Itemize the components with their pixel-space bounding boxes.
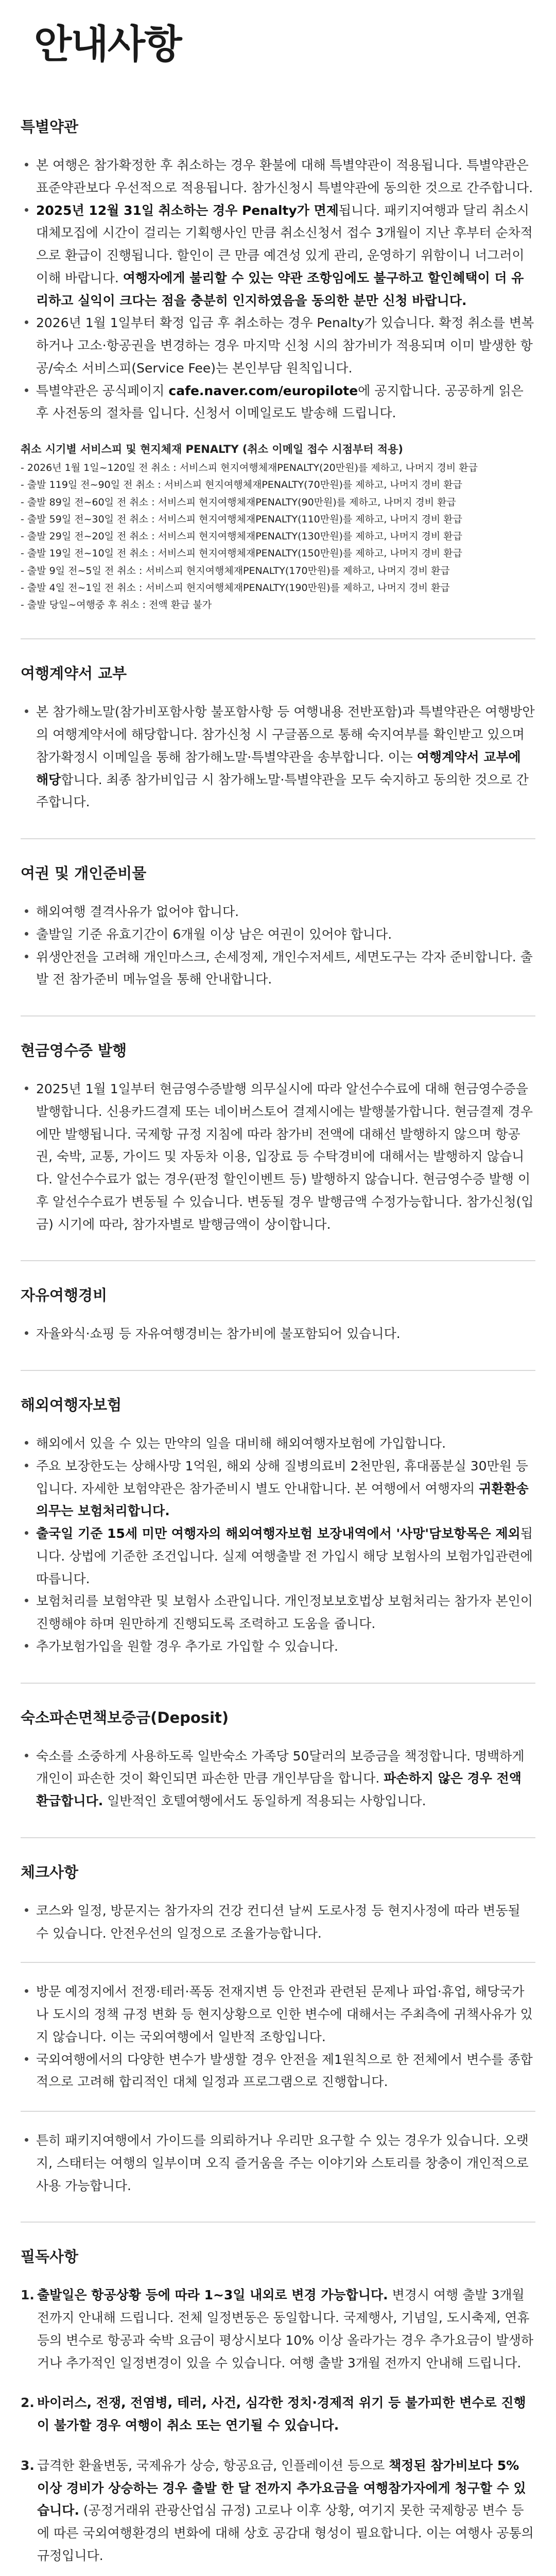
list-item: 코스와 일정, 방문지는 참가자의 건강 컨디션 날씨 도로사정 등 현지사정에 따라 변동될 수 있습니다. 안전우선의 일정으로 조율가능합니다. <box>21 1900 535 1945</box>
numbered-list <box>21 2284 535 2576</box>
bullet-list <box>21 1980 535 2093</box>
item-number: 1. <box>21 2287 34 2303</box>
list-item: 본 여행은 참가확정한 후 취소하는 경우 환불에 대해 특별약관이 적용됩니다. 특별약관은 표준약관보다 우선적으로 적용됩니다. 참가신청시 특별약관에 동의한 것으로 간주합니다. <box>21 154 535 199</box>
penalty-lines <box>21 460 535 614</box>
penalty-line: - 출발 89일 전~60일 전 취소 : 서비스피 현지여행체재PENALTY(90만원)를 제하고, 나머지 경비 환급 <box>21 496 456 508</box>
section-title: 특별약관 <box>21 118 79 135</box>
list-item: 2025년 12월 31일 취소하는 경우 Penalty가 면제됩니다. 패키지여행과 달리 취소시 대체모집에 시간이 걸리는 기획행사인 만큼 취소신청서 접수 3개월이 지난 후부터 순차적으로 환급이 진행됩니다. 할인이 큰 만큼 예견성 있게 관리, 운영하기 위함이니 너그러이 이해 바랍니다. 여행자에게 불리할 수 있는 약관 조항임에도 불구하고 할인혜택이 더 유리하고 실익이 크다는 점을 충분히 인지하였음을 동의한 분만 신청 바랍니다. <box>21 199 535 312</box>
section-title: 자유여행경비 <box>21 1286 108 1304</box>
list-item: 국외여행에서의 다양한 변수가 발생할 경우 안전을 제1원칙으로 한 전체에서 변수를 종합적으로 고려해 합리적인 대체 일정과 프로그램으로 진행합니다. <box>21 2048 535 2094</box>
list-item: 본 참가해노말(참가비포함사항 불포함사항 등 여행내용 전반포함)과 특별약관은 여행방안의 여행계약서에 해당합니다. 참가신청 시 구글폼으로 통해 숙지여부를 확인받고 있으며 참가확정시 이메일을 통해 참가해노말·특별약관을 송부합니다. 이는 여행계약서 교부에 해당합니다. 최종 참가비입금 시 참가해노말·특별약관을 모두 숙지하고 동의한 것으로 간주합니다. <box>21 701 535 814</box>
bullet-list <box>21 1900 535 1945</box>
numbered-item: 3. 급격한 환율변동, 국제유가 상승, 항공요금, 인플레이션 등으로 책정된 참가비보다 5% 이상 경비가 상승하는 경우 출발 한 달 전까지 추가요금을 여행참가자에게 청구할 수 있습니다. (공정거래위 관광산업심 규정) 고로나 이후 상황, 여기지 못한 국제항공 변수 등에 따른 국외여행환경의 변화에 대해 상호 공감대 형성이 필요합니다. 이는 여행사 공통의 규정입니다. <box>21 2454 535 2567</box>
list-item: 출발일 기준 유효기간이 6개월 이상 남은 여권이 있어야 합니다. <box>21 923 535 946</box>
divider <box>21 1962 535 1963</box>
section-deposit <box>21 1684 535 1838</box>
list-item: 튼히 패키지여행에서 가이드를 의뢰하거나 우리만 요구할 수 있는 경우가 있습니다. 오랫지, 스태터는 여행의 일부이며 오직 즐거움을 주는 이야기와 스토리를 창충이 개인적으로 사용 가능합니다. <box>21 2129 535 2197</box>
list-item: 보험처리를 보험약관 및 보험사 소관입니다. 개인정보보호법상 보험처리는 참가자 본인이 진행해야 하며 원만하게 진행되도록 조력하고 도움을 줍니다. <box>21 1590 535 1635</box>
section-insurance <box>21 1371 535 1684</box>
list-item: 자율와식·쇼핑 등 자유여행경비는 참가비에 불포함되어 있습니다. <box>21 1323 535 1345</box>
bullet-list <box>21 2129 535 2197</box>
list-item: 주요 보장한도는 상해사망 1억원, 해외 상해 질병의료비 2천만원, 휴대품분실 30만원 등입니다. 자세한 보험약관은 참가준비시 별도 안내합니다. 본 여행에서 여행자의 귀환환송의무는 보험처리합니다. <box>21 1455 535 1522</box>
emphasis-text: 여행계약서 교부에 해당 <box>36 749 521 787</box>
section-title: 체크사항 <box>21 1863 79 1881</box>
penalty-line: - 출발 19일 전~10일 전 취소 : 서비스피 현지여행체재PENALTY(150만원)를 제하고, 나머지 경비 환급 <box>21 548 462 560</box>
list-item: 해외여행 결격사유가 없어야 합니다. <box>21 901 535 923</box>
list-item: 숙소를 소중하게 사용하도록 일반숙소 가족당 50달러의 보증금을 책정합니다. 명백하게 개인이 파손한 것이 확인되면 파손한 만큼 개인부담을 합니다. 파손하지 않은 경우 전액 환급합니다. 일반적인 호텔여행에서도 동일하게 적용되는 사항입니다. <box>21 1745 535 1812</box>
list-item: 출국일 기준 15세 미만 여행자의 해외여행자보험 보장내역에서 '사망'담보항목은 제외됩니다. 상법에 기준한 조건입니다. 실제 여행출발 전 가입시 해당 보험사의 보험가입관련에 따릅니다. <box>21 1522 535 1590</box>
bullet-list <box>21 1745 535 1812</box>
section-travel-contract <box>21 639 535 839</box>
emphasis-text: 출발일은 항공상황 등에 따라 1~3일 내외로 변경 가능합니다. <box>37 2287 388 2303</box>
emphasis-text: cafe.naver.com/europilote <box>168 383 358 398</box>
list-item: 해외에서 있을 수 있는 만약의 일을 대비해 해외여행자보험에 가입합니다. <box>21 1432 535 1455</box>
page-title-wrap <box>34 21 181 67</box>
penalty-line: - 출발 59일 전~30일 전 취소 : 서비스피 현지여행체재PENALTY(110만원)를 제하고, 나머지 경비 환급 <box>21 513 462 525</box>
section-title: 여행계약서 교부 <box>21 665 127 683</box>
emphasis-text: 파손하지 않은 경우 전액 환급합니다. <box>36 1771 522 1808</box>
penalty-line: - 2026년 1월 1일~120일 전 취소 : 서비스피 현지여행체재PENALTY(20만원)를 제하고, 나머지 경비 환급 <box>21 462 478 473</box>
list-item: 2025년 1월 1일부터 현금영수증발행 의무실시에 따라 알선수수료에 대해 현금영수증을 발행합니다. 신용카드결제 또는 네이버스토어 결제시에는 발행불가합니다. 현금결제 경우에만 발행됩니다. 국제항 규정 지침에 따라 참가비 전액에 대해선 발행하지 않으며 항공권, 숙박, 교통, 가이드 및 자동차 이용, 입장료 등 수탁경비에 대해서는 발행하지 않습니다. 알선수수료가 없는 경우(판정 할인이벤트 등) 발행하지 않습니다. 현금영수증 발행 이후 알선수수료가 변동될 수 있습니다. 변동될 경우 발행금액 수정가능합니다. 참가신청(입금) 시기에 따라, 참가자별로 발행금액이 상이합니다. <box>21 1078 535 1235</box>
section-title: 필독사항 <box>21 2248 79 2266</box>
emphasis-text: 여행자에게 불리할 수 있는 약관 조항임에도 불구하고 할인혜택이 더 유리하고 실익이 크다는 점을 충분히 인지하였음을 동의한 분만 신청 바랍니다. <box>36 270 524 308</box>
bullet-list <box>21 1078 535 1235</box>
list-item: 위생안전을 고려해 개인마스크, 손세정제, 개인수저세트, 세면도구는 각자 준비합니다. 출발 전 참가준비 메뉴얼을 통해 안내합니다. <box>21 946 535 991</box>
item-number: 3. <box>21 2458 34 2473</box>
list-item: 특별약관은 공식페이지 cafe.naver.com/europilote에 공지합니다. 공공하게 읽은 후 사전동의 절차를 입니다. 신청서 이메일로도 발송해 드립니다. <box>21 380 535 425</box>
emphasis-text: 바이러스, 전쟁, 전염병, 테러, 사건, 심각한 정치·경제적 위기 등 불가피한 변수로 진행이 불가할 경우 여행이 취소 또는 연기될 수 있습니다. <box>37 2395 526 2433</box>
bullet-list <box>21 154 535 425</box>
section-special-terms <box>21 103 535 639</box>
penalty-line: - 출발 29일 전~20일 전 취소 : 서비스피 현지여행체재PENALTY(130만원)를 제하고, 나머지 경비 환급 <box>21 531 462 542</box>
bullet-list <box>21 1323 535 1345</box>
section-title: 현금영수증 발행 <box>21 1042 127 1059</box>
penalty-line: - 출발 4일 전~1일 전 취소 : 서비스피 현지여행체재PENALTY(190만원)를 제하고, 나머지 경비 환급 <box>21 582 450 594</box>
emphasis-text: 출국일 기준 15세 미만 여행자의 해외여행자보험 보장내역에서 '사망'담보항목은 제외 <box>36 1526 520 1541</box>
numbered-item: 1. 출발일은 항공상황 등에 따라 1~3일 내외로 변경 가능합니다. 변경시 여행 출발 3개월 전까지 안내해 드립니다. 전체 일정변동은 동일합니다. 국제행사, 기념일, 도시축제, 연휴 등의 변수로 항공과 숙박 요금이 평상시보다 10% 이상 올라가는 경우 추가요금이 발생하거나 추가적인 일정변경이 있을 수 있습니다. 여행 출발 3개월 전까지 안내해 드립니다. <box>21 2284 535 2374</box>
numbered-item <box>21 2392 535 2437</box>
section-title: 해외여행자보험 <box>21 1396 122 1414</box>
notice-content <box>21 103 535 2576</box>
section-checklist <box>21 1838 535 2223</box>
list-item: 방문 예정지에서 전쟁·테러·폭동 전재지변 등 안전과 관련된 문제나 파업·휴업, 해당국가나 도시의 정책 규정 변화 등 현지상황으로 인한 변수에 대해서는 주최측에 귀책사유가 있지 않습니다. 이는 국외여행에서 일반적 조항입니다. <box>21 1980 535 2048</box>
list-item: 추가보험가입을 원할 경우 추가로 가입할 수 있습니다. <box>21 1635 535 1658</box>
bullet-list <box>21 901 535 991</box>
section-title: 숙소파손면책보증금(Deposit) <box>21 1708 229 1726</box>
item-number: 2. <box>21 2395 34 2411</box>
section-free-expense <box>21 1261 535 1371</box>
list-item: 2026년 1월 1일부터 확정 입금 후 취소하는 경우 Penalty가 있습니다. 확정 취소를 변복하거나 고소·항공권을 변경하는 경우 마지막 신청 시의 참가비가 적용되며 이미 발생한 항공/숙소 서비스피(Service Fee)는 본인부담 원칙입니다. <box>21 312 535 379</box>
section-must-read <box>21 2223 535 2576</box>
section-passport <box>21 839 535 1016</box>
penalty-table <box>21 441 535 614</box>
emphasis-text: 귀환환송의무는 보험처리합니다. <box>36 1481 529 1519</box>
emphasis-text: 2025년 12월 31일 취소하는 경우 Penalty가 면제 <box>36 202 339 218</box>
bullet-list <box>21 1432 535 1658</box>
divider <box>21 2111 535 2112</box>
penalty-line: - 출발 9일 전~5일 전 취소 : 서비스피 현지여행체재PENALTY(170만원)를 제하고, 나머지 경비 환급 <box>21 565 450 577</box>
penalty-title: 취소 시기별 서비스피 및 현지체재 PENALTY (취소 이메일 접수 시점부터 적용) <box>21 443 404 455</box>
section-receipt <box>21 1016 535 1261</box>
bullet-list <box>21 701 535 814</box>
penalty-line: - 출발 당일~여행중 후 취소 : 전액 환급 불가 <box>21 599 212 611</box>
page-title: 안내사항 <box>34 21 181 67</box>
emphasis-text: 책정된 참가비보다 5% 이상 경비가 상승하는 경우 출발 한 달 전까지 추가요금을 여행참가자에게 청구할 수 있습니다. <box>37 2458 526 2518</box>
section-title: 여권 및 개인준비물 <box>21 865 147 882</box>
penalty-line: - 출발 119일 전~90일 전 취소 : 서비스피 현지여행체재PENALTY(70만원)를 제하고, 나머지 경비 환급 <box>21 479 462 491</box>
